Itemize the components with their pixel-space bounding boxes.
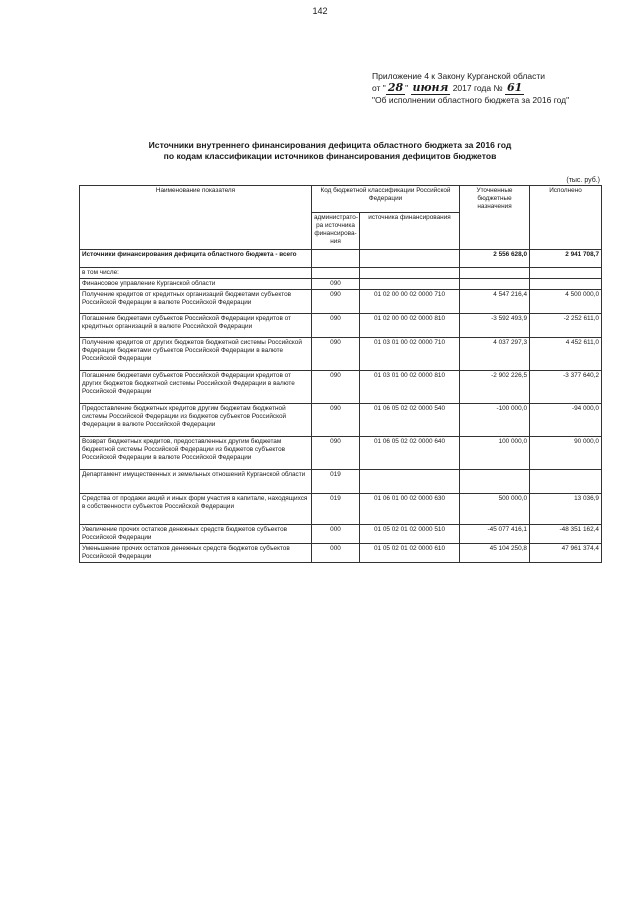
cell-executed: 4 452 611,0 [530, 338, 602, 371]
table-body [80, 250, 602, 563]
units-label: (тыс. руб.) [566, 177, 600, 184]
cell-admin-code: 090 [312, 314, 360, 338]
table-row [80, 470, 602, 494]
title-line-2: по кодам классификации источников финансирования дефицитов бюджетов [163, 151, 497, 161]
cell-admin-code: 090 [312, 437, 360, 470]
cell-name: Погашение бюджетами субъектов Российской Федерации кредитов от других бюджетов бюджетной системы Российской Федерации в валюте Российской Федерации [80, 371, 312, 404]
cell-executed [530, 279, 602, 290]
header-admin: администрато-ра источника финансирова-ния [312, 213, 360, 250]
cell-planned: -100 000,0 [460, 404, 530, 437]
cell-admin-code: 000 [312, 525, 360, 544]
cell-admin-code: 090 [312, 404, 360, 437]
cell-source-code [360, 470, 460, 494]
cell-planned: 100 000,0 [460, 437, 530, 470]
cell-admin-code: 090 [312, 290, 360, 314]
year-text: 2017 года № [452, 83, 503, 93]
title-line-1: Источники внутреннего финансирования дефицита областного бюджета за 2016 год [148, 140, 512, 150]
table-row [80, 250, 602, 268]
header-code-group: Код бюджетной классификации Российской Федерации [312, 186, 460, 213]
table-row [80, 404, 602, 437]
cell-planned [460, 268, 530, 279]
cell-executed: 4 500 000,0 [530, 290, 602, 314]
handwritten-month: июня [412, 81, 449, 94]
table-row [80, 290, 602, 314]
cell-source-code: 01 05 02 01 02 0000 610 [360, 544, 460, 563]
cell-admin-code: 019 [312, 494, 360, 525]
table-row [80, 268, 602, 279]
cell-name: Увеличение прочих остатков денежных средств бюджетов субъектов Российской Федерации [80, 525, 312, 544]
cell-executed: -94 000,0 [530, 404, 602, 437]
cell-source-code [360, 279, 460, 290]
cell-executed: -3 377 640,2 [530, 371, 602, 404]
handwritten-day: 28 [387, 81, 404, 94]
financing-sources-table [79, 185, 602, 563]
cell-name: Источники финансирования дефицита областного бюджета - всего [80, 250, 312, 268]
cell-name: Департамент имущественных и земельных отношений Курганской области [80, 470, 312, 494]
cell-name: Финансовое управление Курганской области [80, 279, 312, 290]
cell-planned: 4 037 297,3 [460, 338, 530, 371]
cell-planned: 500 000,0 [460, 494, 530, 525]
cell-planned: 45 104 250,8 [460, 544, 530, 563]
cell-source-code: 01 03 01 00 02 0000 710 [360, 338, 460, 371]
cell-executed [530, 268, 602, 279]
cell-planned [460, 470, 530, 494]
cell-executed: 13 036,9 [530, 494, 602, 525]
header-planned: Уточненные бюджетные назначения [460, 186, 530, 250]
cell-source-code: 01 02 00 00 02 0000 810 [360, 314, 460, 338]
table-row [80, 437, 602, 470]
header-executed: Исполнено [530, 186, 602, 250]
cell-name: в том числе: [80, 268, 312, 279]
header-source: источника финансирования [360, 213, 460, 250]
cell-executed: -48 351 162,4 [530, 525, 602, 544]
cell-planned: -3 592 493,9 [460, 314, 530, 338]
document-title [80, 140, 580, 162]
cell-source-code: 01 06 05 02 02 0000 640 [360, 437, 460, 470]
cell-source-code [360, 250, 460, 268]
cell-admin-code [312, 250, 360, 268]
appendix-line: Приложение 4 к Закону Курганской области [372, 71, 545, 81]
header-name: Наименование показателя [80, 186, 312, 250]
table-row [80, 314, 602, 338]
cell-name: Уменьшение прочих остатков денежных средств бюджетов субъектов Российской Федерации [80, 544, 312, 563]
cell-source-code: 01 02 00 00 02 0000 710 [360, 290, 460, 314]
cell-admin-code: 090 [312, 371, 360, 404]
appendix-date-line [372, 82, 604, 94]
cell-planned: 4 547 216,4 [460, 290, 530, 314]
cell-planned: 2 556 628,0 [460, 250, 530, 268]
cell-executed: -2 252 611,0 [530, 314, 602, 338]
cell-admin-code: 019 [312, 470, 360, 494]
cell-executed: 47 961 374,4 [530, 544, 602, 563]
cell-source-code: 01 03 01 00 02 0000 810 [360, 371, 460, 404]
date-prefix: от " [372, 83, 386, 93]
handwritten-law-number: 61 [506, 81, 523, 94]
cell-name: Получение кредитов от других бюджетов бюджетной системы Российской Федерации бюджетами субъектов Российской Федерации в валюте Российской Федерации [80, 338, 312, 371]
cell-executed: 2 941 708,7 [530, 250, 602, 268]
table-row [80, 279, 602, 290]
appendix-header [372, 70, 604, 106]
table-row [80, 338, 602, 371]
cell-planned: -2 902 226,5 [460, 371, 530, 404]
cell-source-code [360, 268, 460, 279]
cell-name: Возврат бюджетных кредитов, предоставленных другим бюджетам бюджетной системы Российской Федерации из бюджетов субъектов Российской Федерации в валюте Российской Федерации [80, 437, 312, 470]
table-row [80, 494, 602, 525]
table-row [80, 544, 602, 563]
cell-planned [460, 279, 530, 290]
cell-source-code: 01 05 02 01 02 0000 510 [360, 525, 460, 544]
cell-admin-code: 000 [312, 544, 360, 563]
cell-executed: 90 000,0 [530, 437, 602, 470]
cell-admin-code: 090 [312, 338, 360, 371]
page-number: 142 [312, 6, 328, 16]
table-row [80, 525, 602, 544]
cell-admin-code: 090 [312, 279, 360, 290]
cell-source-code: 01 06 01 00 02 0000 630 [360, 494, 460, 525]
date-quote: " [405, 83, 409, 93]
cell-admin-code [312, 268, 360, 279]
appendix-law-title: "Об исполнении областного бюджета за 2016 год" [372, 95, 570, 105]
cell-planned: -45 077 416,1 [460, 525, 530, 544]
cell-executed [530, 470, 602, 494]
cell-name: Получение кредитов от кредитных организаций бюджетами субъектов Российской Федерации в валюте Российской Федерации [80, 290, 312, 314]
table-row [80, 371, 602, 404]
cell-name: Погашение бюджетами субъектов Российской Федерации кредитов от кредитных организаций в валюте Российской Федерации [80, 314, 312, 338]
cell-source-code: 01 06 05 02 02 0000 540 [360, 404, 460, 437]
cell-name: Предоставление бюджетных кредитов другим бюджетам бюджетной системы Российской Федерации из бюджетов субъектов Российской Федерации в валюте Российской Федерации [80, 404, 312, 437]
cell-name: Средства от продажи акций и иных форм участия в капитале, находящихся в собственности субъектов Российской Федерации [80, 494, 312, 525]
